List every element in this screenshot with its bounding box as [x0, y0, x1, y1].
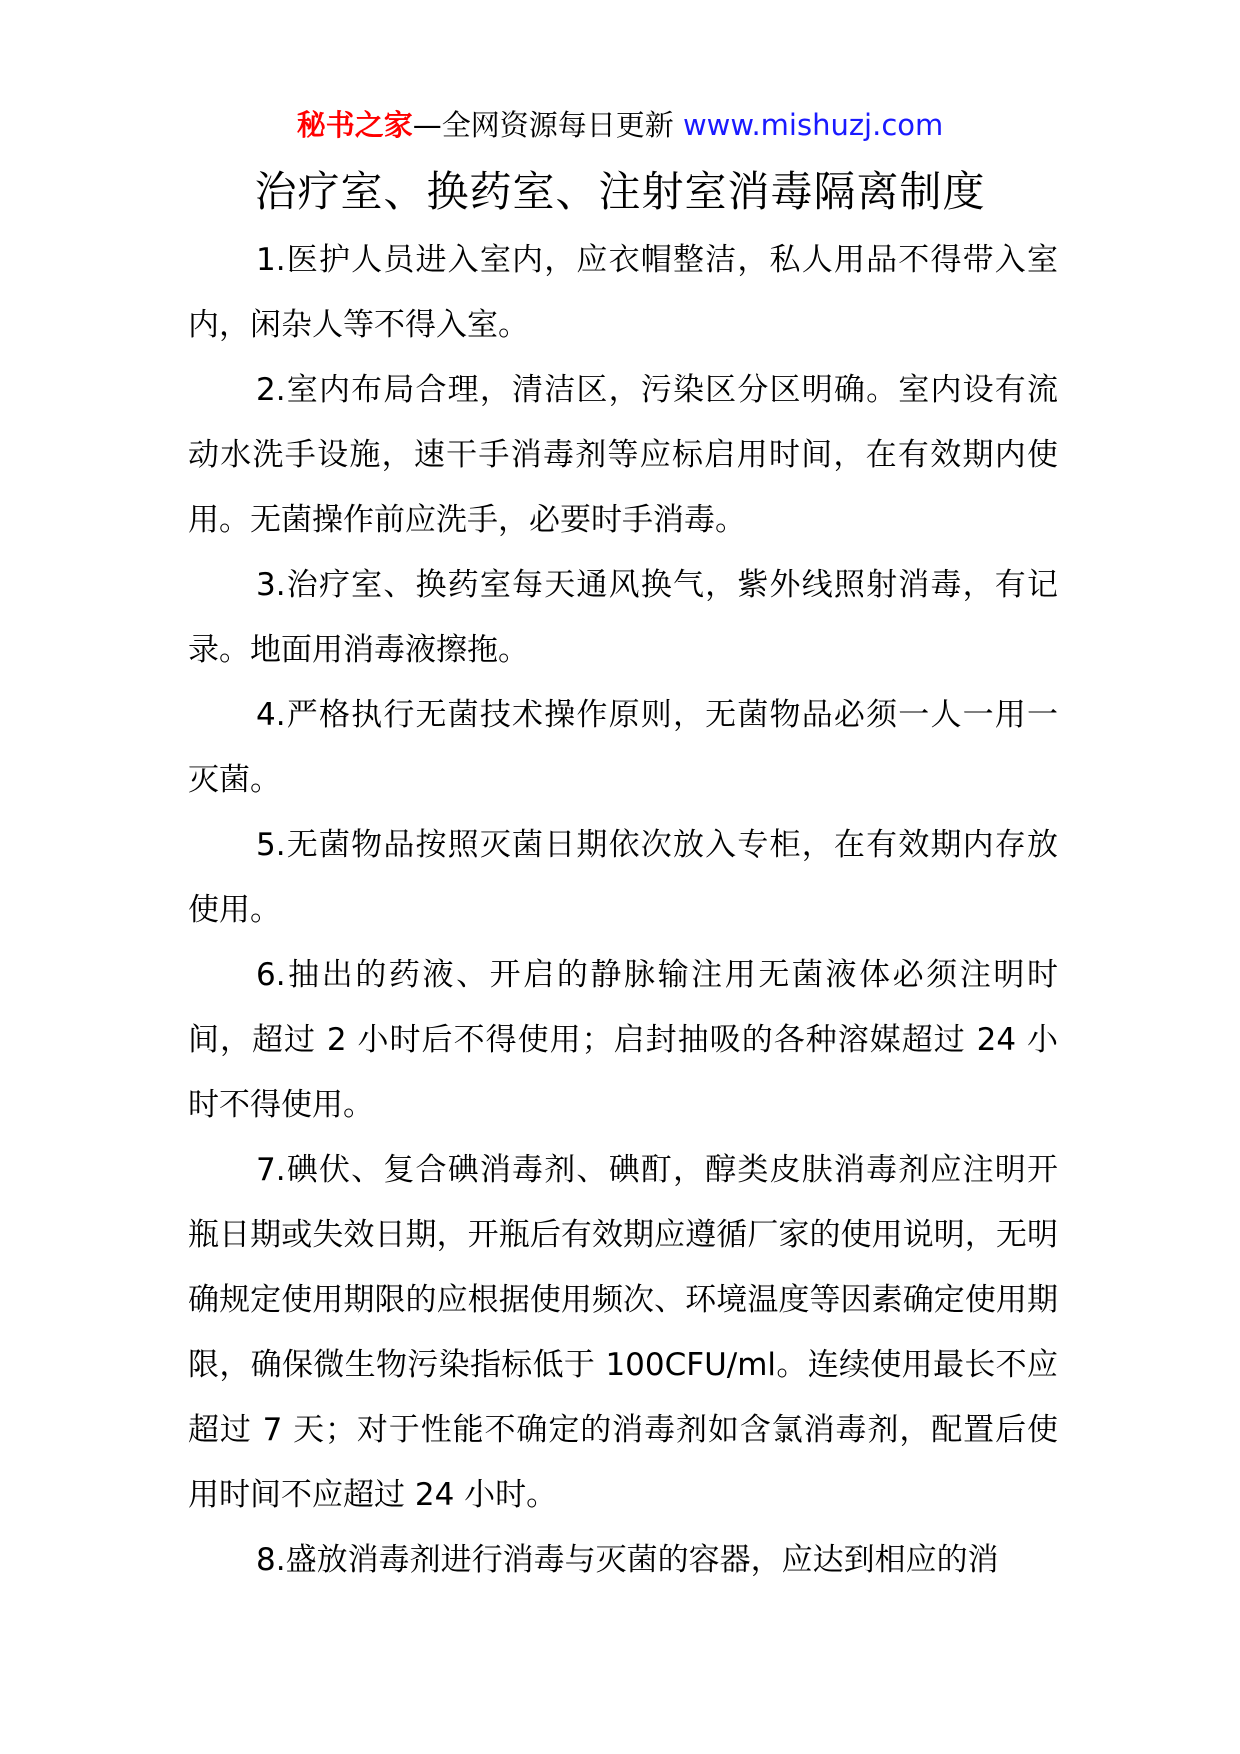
- site-url[interactable]: www.mishuzj.com: [682, 108, 944, 142]
- header-tagline: —全网资源每日更新: [412, 108, 674, 142]
- brand-name: 秘书之家: [296, 108, 413, 142]
- paragraph-2: 2.室内布局合理，清洁区，污染区分区明确。室内设有流动水洗手设施，速干手消毒剂等应标启用时间，在有效期内使用。无菌操作前应洗手，必要时手消毒。: [188, 372, 1058, 538]
- site-header: [0, 100, 1240, 150]
- paragraph-8: 8.盛放消毒剂进行消毒与灭菌的容器，应达到相应的消: [256, 1542, 999, 1578]
- paragraph-6: 6.抽出的药液、开启的静脉输注用无菌液体必须注明时间，超过 2 小时后不得使用；启封抽吸的各种溶媒超过 24 小时不得使用。: [188, 957, 1058, 1123]
- document-title: 治疗室、换药室、注射室消毒隔离制度: [254, 167, 986, 216]
- paragraph-5: 5.无菌物品按照灭菌日期依次放入专柜，在有效期内存放使用。: [188, 827, 1058, 928]
- document-body: [188, 228, 1058, 1593]
- paragraph-7: 7.碘伏、复合碘消毒剂、碘酊，醇类皮肤消毒剂应注明开瓶日期或失效日期，开瓶后有效期应遵循厂家的使用说明，无明确规定使用期限的应根据使用频次、环境温度等因素确定使用期限，确保微生物污染指标低于 100CFU/ml。连续使用最长不应超过 7 天；对于性能不确定的消毒剂如含氯消毒剂，配置后使用时间不应超过 24 小时。: [188, 1152, 1058, 1513]
- paragraph-3: 3.治疗室、换药室每天通风换气，紫外线照射消毒，有记录。地面用消毒液擦拖。: [188, 567, 1058, 668]
- paragraph-1: 1.医护人员进入室内，应衣帽整洁，私人用品不得带入室内，闲杂人等不得入室。: [188, 242, 1058, 343]
- paragraph-4: 4.严格执行无菌技术操作原则，无菌物品必须一人一用一灭菌。: [188, 697, 1058, 798]
